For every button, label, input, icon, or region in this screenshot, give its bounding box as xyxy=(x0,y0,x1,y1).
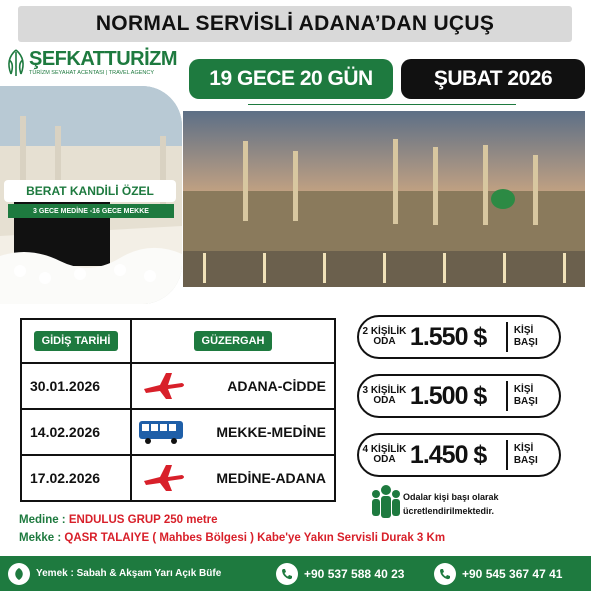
phone-number: +90 537 588 40 23 xyxy=(304,566,405,581)
table-row xyxy=(21,455,335,501)
phone-contact-1[interactable] xyxy=(276,556,404,591)
phone-icon xyxy=(276,563,298,585)
logo-wordmark: ŞEFKATTURİZM xyxy=(29,48,178,70)
departure-date: 14.02.2026 xyxy=(21,409,131,455)
promo-title: BERAT KANDİLİ ÖZEL xyxy=(4,180,176,202)
plane-icon xyxy=(142,371,186,401)
medine-hotel-label: Medine : xyxy=(19,514,66,526)
duration-badge: 19 GECE 20 GÜN xyxy=(189,59,393,99)
route-label: MEKKE-MEDİNE xyxy=(216,424,326,440)
price-card-triple xyxy=(357,374,561,418)
price-amount: 1.450 $ xyxy=(409,440,487,469)
itinerary-table xyxy=(20,318,336,502)
plane-icon xyxy=(142,463,186,493)
table-row xyxy=(21,409,335,455)
meal-icon xyxy=(8,563,30,585)
departure-date: 30.01.2026 xyxy=(21,363,131,409)
mekke-hotel-info xyxy=(19,532,445,544)
bus-icon xyxy=(138,419,184,445)
promo-image-panel xyxy=(0,86,182,304)
price-unit: KİŞİ BAŞI xyxy=(513,325,538,348)
logo-emblem-icon xyxy=(3,48,29,78)
price-amount: 1.550 $ xyxy=(409,322,487,351)
price-unit: KİŞİ BAŞI xyxy=(513,384,538,407)
month-badge: ŞUBAT 2026 xyxy=(401,59,585,99)
agency-logo xyxy=(3,48,183,80)
mekke-hotel-value: QASR TALAIYE ( Mahbes Bölgesi ) Kabe'ye Yakın Servisli Durak 3 Km xyxy=(64,532,446,544)
column-header-date: GİDİŞ TARİHİ xyxy=(34,331,119,351)
table-row xyxy=(21,363,335,409)
meal-info xyxy=(8,556,221,591)
price-unit: KİŞİ BAŞI xyxy=(513,443,538,466)
mekke-hotel-label: Mekke : xyxy=(19,532,62,544)
phone-icon xyxy=(434,563,456,585)
logo-tagline: TÜRİZM SEYAHAT ACENTASI | TRAVEL AGENCY xyxy=(29,70,155,76)
price-separator xyxy=(506,322,508,352)
departure-date: 17.02.2026 xyxy=(21,455,131,501)
table-header-row xyxy=(21,319,335,363)
price-separator xyxy=(506,440,508,470)
footer-bar xyxy=(0,556,591,591)
medine-hotel-value: ENDULUS GRUP 250 metre xyxy=(68,514,218,526)
meal-text: Yemek : Sabah & Akşam Yarı Açık Büfe xyxy=(36,568,222,579)
phone-contact-2[interactable] xyxy=(434,556,562,591)
price-card-double xyxy=(357,315,561,359)
column-header-route: GÜZERGAH xyxy=(194,331,273,351)
route-label: ADANA-CİDDE xyxy=(227,378,326,394)
pricing-note-line: ücretlendirilmektedir. xyxy=(403,506,495,516)
price-amount: 1.500 $ xyxy=(409,381,487,410)
mosque-illustration xyxy=(183,111,585,287)
medine-hotel-info xyxy=(19,514,218,526)
room-type: 4 KİŞİLİK ODA xyxy=(362,444,407,465)
price-card-quad xyxy=(357,433,561,477)
promo-subtitle: 3 GECE MEDİNE -16 GECE MEKKE xyxy=(8,204,174,218)
route-label: MEDİNE-ADANA xyxy=(216,470,326,486)
pricing-note xyxy=(403,490,499,518)
phone-number: +90 545 367 47 41 xyxy=(462,566,563,581)
room-type: 3 KİŞİLİK ODA xyxy=(362,385,407,406)
price-separator xyxy=(506,381,508,411)
people-group-icon xyxy=(371,484,401,520)
page-title: NORMAL SERVİSLİ ADANA’DAN UÇUŞ xyxy=(18,6,572,42)
divider xyxy=(248,104,516,105)
medina-mosque-photo xyxy=(183,111,585,287)
pricing-note-line: Odalar kişi başı olarak xyxy=(403,492,499,502)
room-type: 2 KİŞİLİK ODA xyxy=(362,326,407,347)
